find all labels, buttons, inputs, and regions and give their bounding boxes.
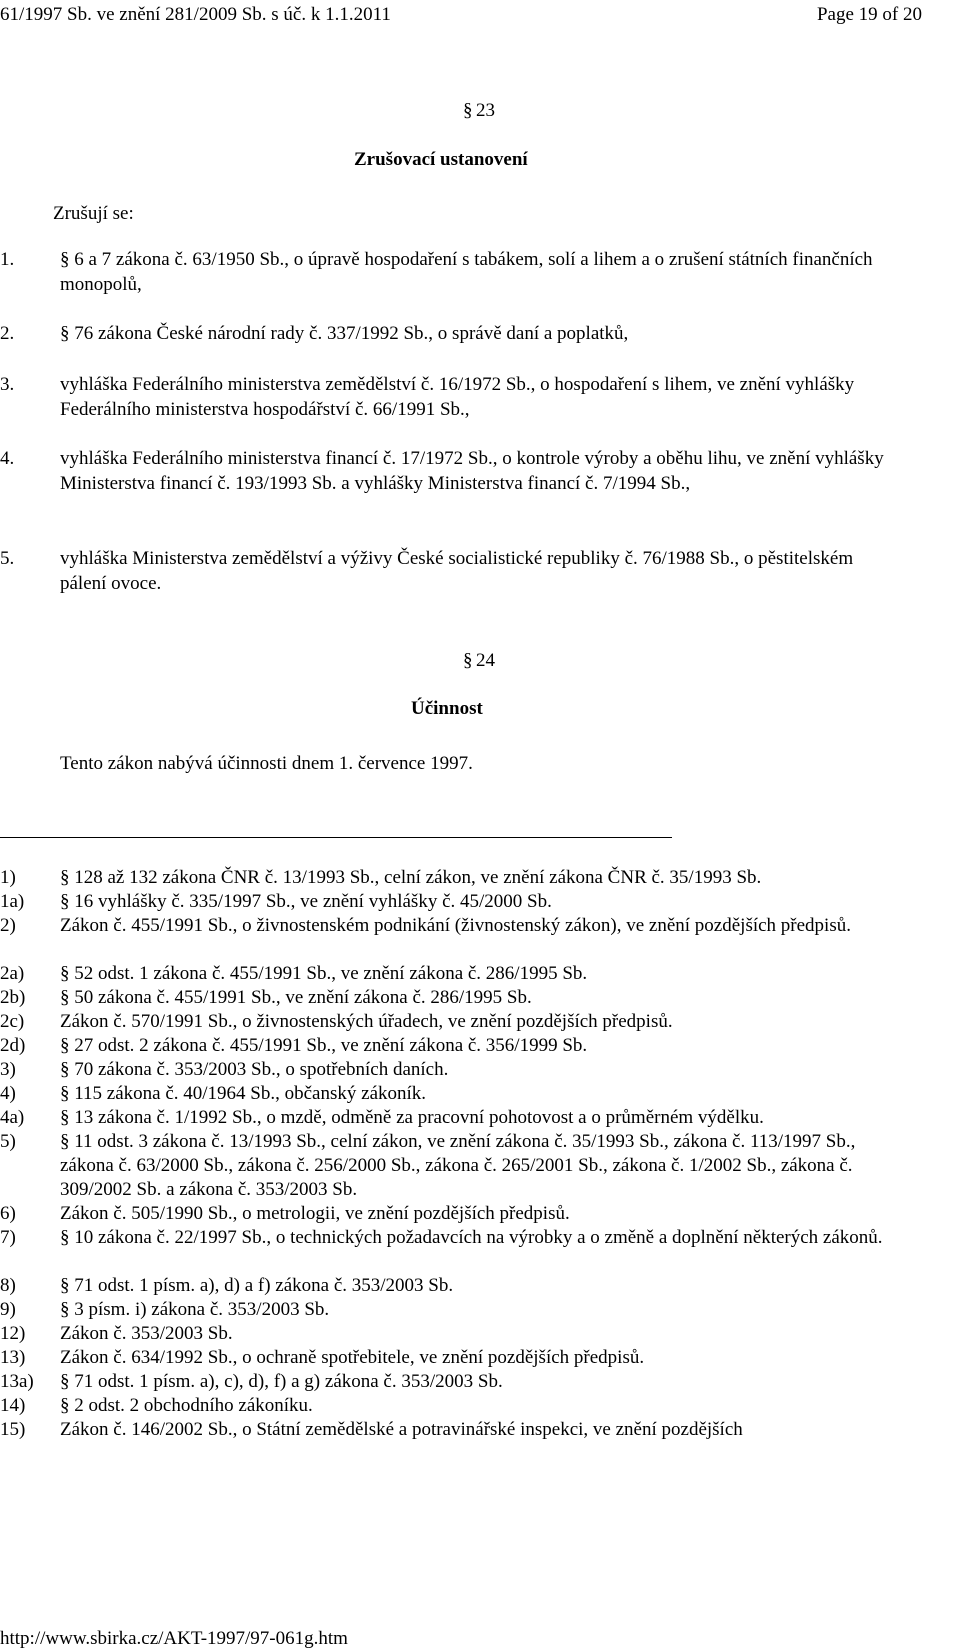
list-item-number: 1.: [0, 249, 15, 270]
footnote-text: § 2 odst. 2 obchodního zákoníku.: [60, 1395, 313, 1416]
footnote-number: 2d): [0, 1035, 26, 1056]
list-item-text: vyhláška Federálního ministerstva financí č. 17/1972 Sb., o kontrole výroby a oběhu lihu, ve znění vyhlášky Ministerstva financí č. 193/1993 Sb. a vyhlášky Ministerstva financí č. 7/1994 Sb.,: [60, 448, 884, 494]
footnote-number: 13): [0, 1347, 26, 1368]
footnote-text: § 11 odst. 3 zákona č. 13/1993 Sb., celní zákon, ve znění zákona č. 35/1993 Sb., zákona č. 113/1997 Sb., zákona č. 63/2000 Sb., zákona č. 256/2000 Sb., zákona č. 265/2001 Sb., zákona č. 1/2002 Sb., zákona č. 309/2002 Sb. a zákona č. 353/2003 Sb.: [60, 1131, 856, 1200]
footnote-text: Zákon č. 634/1992 Sb., o ochraně spotřebitele, ve znění pozdějších předpisů.: [60, 1347, 645, 1368]
footnote-number: 12): [0, 1323, 26, 1344]
list-item-text: § 6 a 7 zákona č. 63/1950 Sb., o úpravě hospodaření s tabákem, solí a lihem a o zrušení státních finančních monopolů,: [60, 249, 873, 295]
section-number: 23: [476, 100, 495, 121]
footnote-text: § 128 až 132 zákona ČNR č. 13/1993 Sb., celní zákon, ve znění zákona ČNR č. 35/1993 Sb.: [60, 867, 762, 888]
footnote-text: § 27 odst. 2 zákona č. 455/1991 Sb., ve znění zákona č. 356/1999 Sb.: [60, 1035, 588, 1056]
footnote-number: 8): [0, 1275, 16, 1296]
section-24-title: Účinnost: [411, 698, 483, 719]
list-item-number: 2.: [0, 323, 15, 344]
header-page-number: Page 19 of 20: [816, 4, 922, 25]
footnote-text: § 13 zákona č. 1/1992 Sb., o mzdě, odměně za pracovní pohotovost a o průměrném výdělku.: [60, 1107, 764, 1128]
footer-url: http://www.sbirka.cz/AKT-1997/97-061g.htm: [0, 1628, 348, 1649]
footnote-number: 4a): [0, 1107, 25, 1128]
footnote-number: 15): [0, 1419, 26, 1440]
footnote-divider: [0, 837, 672, 838]
footnote-text: § 52 odst. 1 zákona č. 455/1991 Sb., ve znění zákona č. 286/1995 Sb.: [60, 963, 588, 984]
footnote-number: 14): [0, 1395, 26, 1416]
footnote-number: 3): [0, 1059, 16, 1080]
footnote-number: 2a): [0, 963, 25, 984]
footnote-number: 4): [0, 1083, 16, 1104]
section-24-text: Tento zákon nabývá účinnosti dnem 1. července 1997.: [60, 753, 473, 774]
footnote-number: 1a): [0, 891, 25, 912]
footnote-number: 2b): [0, 987, 26, 1008]
header-document-id: 61/1997 Sb. ve znění 281/2009 Sb. s úč. k 1.1.2011: [0, 4, 391, 25]
footnote-text: § 10 zákona č. 22/1997 Sb., o technických požadavcích na výrobky a o změně a doplnění některých zákonů.: [60, 1227, 883, 1248]
footnote-number: 6): [0, 1203, 16, 1224]
footnote-number: 5): [0, 1131, 16, 1152]
footnote-text: § 16 vyhlášky č. 335/1997 Sb., ve znění vyhlášky č. 45/2000 Sb.: [60, 891, 552, 912]
footnote-text: § 71 odst. 1 písm. a), c), d), f) a g) zákona č. 353/2003 Sb.: [60, 1371, 503, 1392]
footnote-text: Zákon č. 146/2002 Sb., o Státní zemědělské a potravinářské inspekci, ve znění pozdějších: [60, 1419, 743, 1440]
footnote-number: 2c): [0, 1011, 25, 1032]
footnote-text: § 50 zákona č. 455/1991 Sb., ve znění zákona č. 286/1995 Sb.: [60, 987, 532, 1008]
section-mark: §: [463, 100, 473, 121]
footnote-number: 13a): [0, 1371, 34, 1392]
section-23-intro: Zrušují se:: [53, 203, 134, 224]
footnote-text: § 71 odst. 1 písm. a), d) a f) zákona č. 353/2003 Sb.: [60, 1275, 454, 1296]
section-24-heading: [463, 650, 495, 672]
footnote-text: § 115 zákona č. 40/1964 Sb., občanský zákoník.: [60, 1083, 427, 1104]
list-item-number: 4.: [0, 448, 15, 469]
footnote-text: Zákon č. 455/1991 Sb., o živnostenském podnikání (živnostenský zákon), ve znění pozdějších předpisů.: [60, 915, 851, 936]
list-item-text: § 76 zákona České národní rady č. 337/1992 Sb., o správě daní a poplatků,: [60, 323, 629, 344]
list-item-text: vyhláška Ministerstva zemědělství a výživy České socialistické republiky č. 76/1988 Sb., o pěstitelském pálení ovoce.: [60, 548, 854, 594]
section-23-heading: [463, 100, 495, 122]
footnote-number: 2): [0, 915, 16, 936]
footnote-text: § 3 písm. i) zákona č. 353/2003 Sb.: [60, 1299, 330, 1320]
list-item-number: 3.: [0, 374, 15, 395]
footnote-text: Zákon č. 505/1990 Sb., o metrologii, ve znění pozdějších předpisů.: [60, 1203, 570, 1224]
footnote-number: 9): [0, 1299, 16, 1320]
section-number: 24: [476, 650, 495, 671]
list-item-text: vyhláška Federálního ministerstva zemědělství č. 16/1972 Sb., o hospodaření s lihem, ve znění vyhlášky Federálního ministerstva hospodářství č. 66/1991 Sb.,: [60, 374, 855, 420]
footnote-text: Zákon č. 353/2003 Sb.: [60, 1323, 233, 1344]
section-mark: §: [463, 650, 473, 671]
footnote-text: Zákon č. 570/1991 Sb., o živnostenských úřadech, ve znění pozdějších předpisů.: [60, 1011, 673, 1032]
footnote-number: 7): [0, 1227, 16, 1248]
section-23-title: Zrušovací ustanovení: [354, 149, 528, 170]
footnote-number: 1): [0, 867, 16, 888]
list-item-number: 5.: [0, 548, 15, 569]
footnote-text: § 70 zákona č. 353/2003 Sb., o spotřebních daních.: [60, 1059, 449, 1080]
